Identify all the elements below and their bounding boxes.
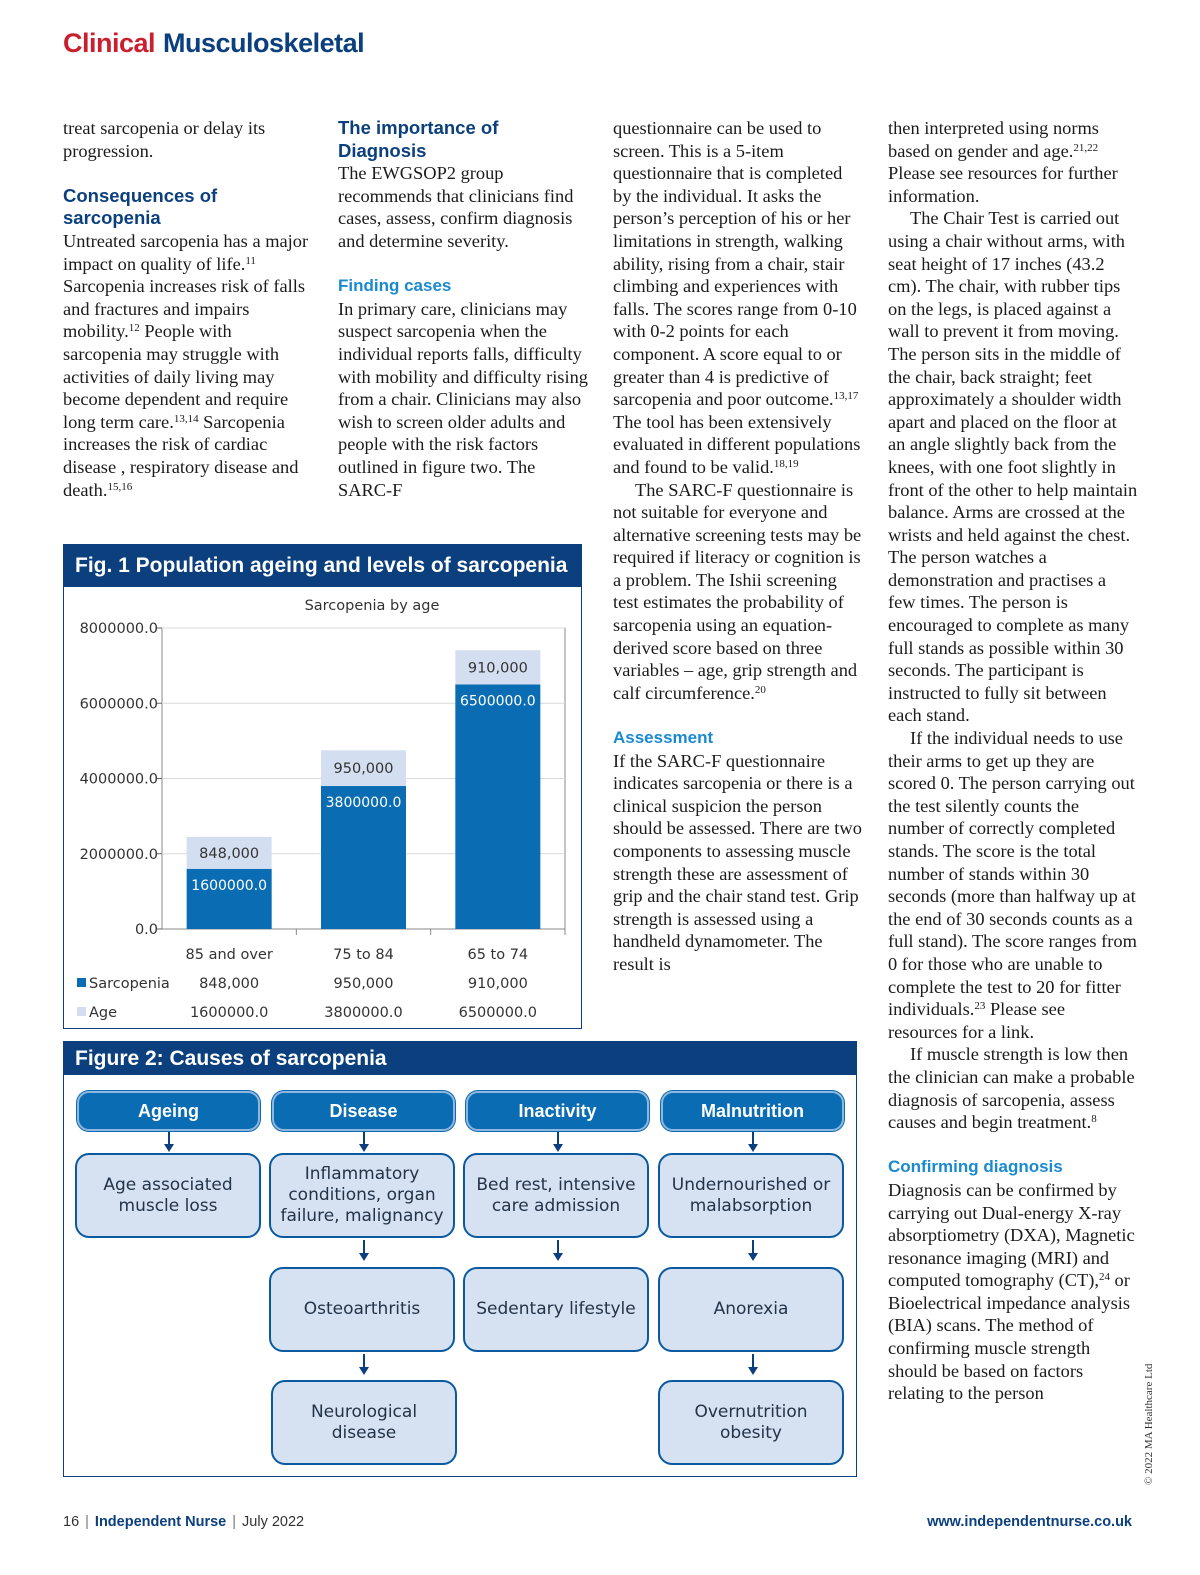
page-number: 16 <box>63 1514 80 1530</box>
category-disease: Disease <box>272 1091 455 1131</box>
col4-paragraph-3: If the individual needs to use their arms to get up they are scored 0. The person carrying out the test silently counts the number of correctly completed stands. The score is the total number of stands within 30 seconds (more than halfway up at the end of 30 seconds counts as a full stand). The score ranges from 0 for those who are unable to complete the test to 20 for fitter individuals.$^{23}$ Please see resources for a link. <box>888 728 1137 1042</box>
column-4 <box>888 117 1138 1405</box>
legend-label-sarcopenia: Sarcopenia <box>89 976 170 992</box>
subheading-assessment: Assessment <box>613 728 714 748</box>
heading-consequences: Consequences of sarcopenia <box>63 184 218 229</box>
table-value-sarcopenia: 910,000 <box>467 976 528 992</box>
cause-age-associated-muscle-loss: Age associated muscle loss <box>75 1153 261 1238</box>
legend-key-sarcopenia <box>77 978 86 987</box>
y-tick-label: 2000000.0 <box>79 846 158 863</box>
bar-segment-age <box>455 684 540 929</box>
y-tick-label: 0.0 <box>134 922 158 938</box>
table-value-age: 6500000.0 <box>458 1005 538 1021</box>
x-category-label: 75 to 84 <box>333 947 394 963</box>
col3-paragraph-3: If the SARC-F questionnaire indicates sarcopenia or there is a clinical suspicion the person should be assessed. There are two components to assessing muscle strength these are assessment of grip and the chair stand test. Grip strength is assessed using a handheld dynamometer. The result is <box>613 750 862 974</box>
figure-2-title: Figure 2: Causes of sarcopenia <box>64 1042 856 1075</box>
bar-label-age: 3800000.0 <box>325 795 402 812</box>
x-category-label: 85 and over <box>185 947 273 963</box>
x-category-label: 65 to 74 <box>467 947 529 963</box>
cause-anorexia: Anorexia <box>658 1267 844 1352</box>
figure-1 <box>63 544 582 1029</box>
col4-paragraph-2: The Chair Test is carried out using a chair without arms, with seat height of 17 inches (43.2 cm). The chair, with rubber tips on the legs, is placed against a wall to prevent it from moving. The person sits in the middle of the chair, back straight; feet approximately a shoulder width apart and placed on the floor at an angle slightly back from the knees, with one foot slightly in front of the other to help maintain balance. Arms are crossed at the wrists and held against the chest. The person watches a demonstration and practises a few times. The person is encouraged to complete as many full stands as possible within 30 seconds. The participant is instructed to fully sit between each stand. <box>888 208 1138 726</box>
table-value-age: 3800000.0 <box>324 1005 403 1021</box>
sarcopenia-chart <box>64 587 580 1028</box>
figure-1-title: Fig. 1 Population ageing and levels of sarcopenia <box>64 545 581 587</box>
bar-label-sarcopenia: 848,000 <box>199 845 260 862</box>
col3-paragraph-1: questionnaire can be used to screen. This is a 5-item questionnaire that is completed by the individual. It asks the person’s perception of his or her limitations in strength, walking ability, rising from a chair, stair climbing and experiences with falls. The scores range from 0-10 with 0-2 points for each component. A score equal to or greater than 4 is predictive of sarcopenia and poor outcome.$^{13,17}$ The tool has been extensively evaluated in different populations and found to be valid.$^{18,19}$ <box>613 118 861 477</box>
col4-paragraph-5: Diagnosis can be confirmed by carrying out Dual-energy X-ray absorptiometry (DXA), Magnetic resonance imaging (MRI) and computed tomography (CT),$^{24}$ or Bioelectrical impedance analysis (BIA) scans. The method of confirming muscle strength should be based on factors relating to the person <box>888 1179 1135 1404</box>
bar-label-age: 6500000.0 <box>459 693 536 710</box>
legend-label-age: Age <box>89 1005 118 1021</box>
bar-label-sarcopenia: 950,000 <box>333 761 394 778</box>
cause-inflammatory-conditions: Inflammatory conditions, organ failure, malignancy <box>269 1153 455 1238</box>
col3-paragraph-2: The SARC-F questionnaire is not suitable for everyone and alternative screening tests may be required if literacy or cognition is a problem. The Ishii screening test estimates the probability of sarcopenia using an equation-derived score based on three variables – age, grip strength and calf circumference.$^{20}$ <box>613 479 862 703</box>
cause-osteoarthritis: Osteoarthritis <box>269 1267 455 1352</box>
footer-left: 16 | Independent Nurse | July 2022 <box>63 1514 305 1530</box>
cause-undernourished: Undernourished or malabsorption <box>658 1153 844 1238</box>
y-tick-label: 6000000.0 <box>79 696 158 713</box>
col4-paragraph-4: If muscle strength is low then the clinician can make a probable diagnosis of sarcopenia, assess causes and begin treatment.$^8$ <box>888 1044 1135 1133</box>
publication-name: Independent Nurse <box>94 1514 227 1530</box>
subheading-confirming-diagnosis: Confirming diagnosis <box>888 1157 1063 1177</box>
topic-label: Musculoskeletal <box>163 28 365 58</box>
column-2 <box>338 117 588 501</box>
section-label: Clinical <box>63 28 156 58</box>
col1-intro: treat sarcopenia or delay its progression. <box>63 118 266 161</box>
bar-label-age: 1600000.0 <box>191 877 268 894</box>
page-header <box>63 28 364 59</box>
cause-bed-rest: Bed rest, intensive care admission <box>463 1153 649 1238</box>
subheading-finding-cases: Finding cases <box>338 276 452 296</box>
table-value-sarcopenia: 950,000 <box>333 976 394 992</box>
table-value-age: 1600000.0 <box>189 1005 269 1021</box>
col2-paragraph-1: The EWGSOP2 group recommends that clinicians find cases, assess, confirm diagnosis and determine severity. <box>338 163 574 251</box>
cause-overnutrition-obesity: Overnutrition obesity <box>658 1380 844 1465</box>
category-inactivity: Inactivity <box>466 1091 649 1131</box>
col4-paragraph-1: then interpreted using norms based on gender and age.$^{21,22}$ Please see resources for further information. <box>888 118 1118 206</box>
chart-title: Sarcopenia by age <box>304 598 440 614</box>
col1-paragraph: Untreated sarcopenia has a major impact on quality of life.$^{11}$ Sarcopenia increases risk of falls and fractures and impairs mobility.$^{12}$ People with sarcopenia may struggle with activities of daily living may become dependent and require long term care.$^{13,14}$ Sarcopenia increases the risk of cardiac disease , respiratory disease and death.$^{15,16}$ <box>63 230 309 500</box>
legend-key-age <box>77 1007 86 1016</box>
cause-neurological-disease: Neurological disease <box>271 1380 457 1465</box>
figure-2 <box>63 1041 857 1477</box>
table-value-sarcopenia: 848,000 <box>199 976 260 992</box>
footer-url[interactable]: www.independentnurse.co.uk <box>927 1514 1132 1530</box>
heading-importance: The importance of Diagnosis <box>338 117 499 161</box>
category-ageing: Ageing <box>77 1091 260 1131</box>
column-1 <box>63 117 313 501</box>
y-tick-label: 4000000.0 <box>79 771 158 788</box>
column-3 <box>613 117 863 976</box>
issue-date: July 2022 <box>242 1514 305 1530</box>
y-tick-label: 8000000.0 <box>79 621 158 637</box>
bar-label-sarcopenia: 910,000 <box>467 660 528 677</box>
category-malnutrition: Malnutrition <box>661 1091 844 1131</box>
col2-paragraph-2: In primary care, clinicians may suspect sarcopenia when the individual reports falls, difficulty with mobility and difficulty rising from a chair. Clinicians may also wish to screen older adults and people with the risk factors outlined in figure two. The SARC-F <box>338 298 588 500</box>
copyright-notice: © 2022 MA Healthcare Ltd <box>1143 1363 1155 1485</box>
cause-sedentary-lifestyle: Sedentary lifestyle <box>463 1267 649 1352</box>
